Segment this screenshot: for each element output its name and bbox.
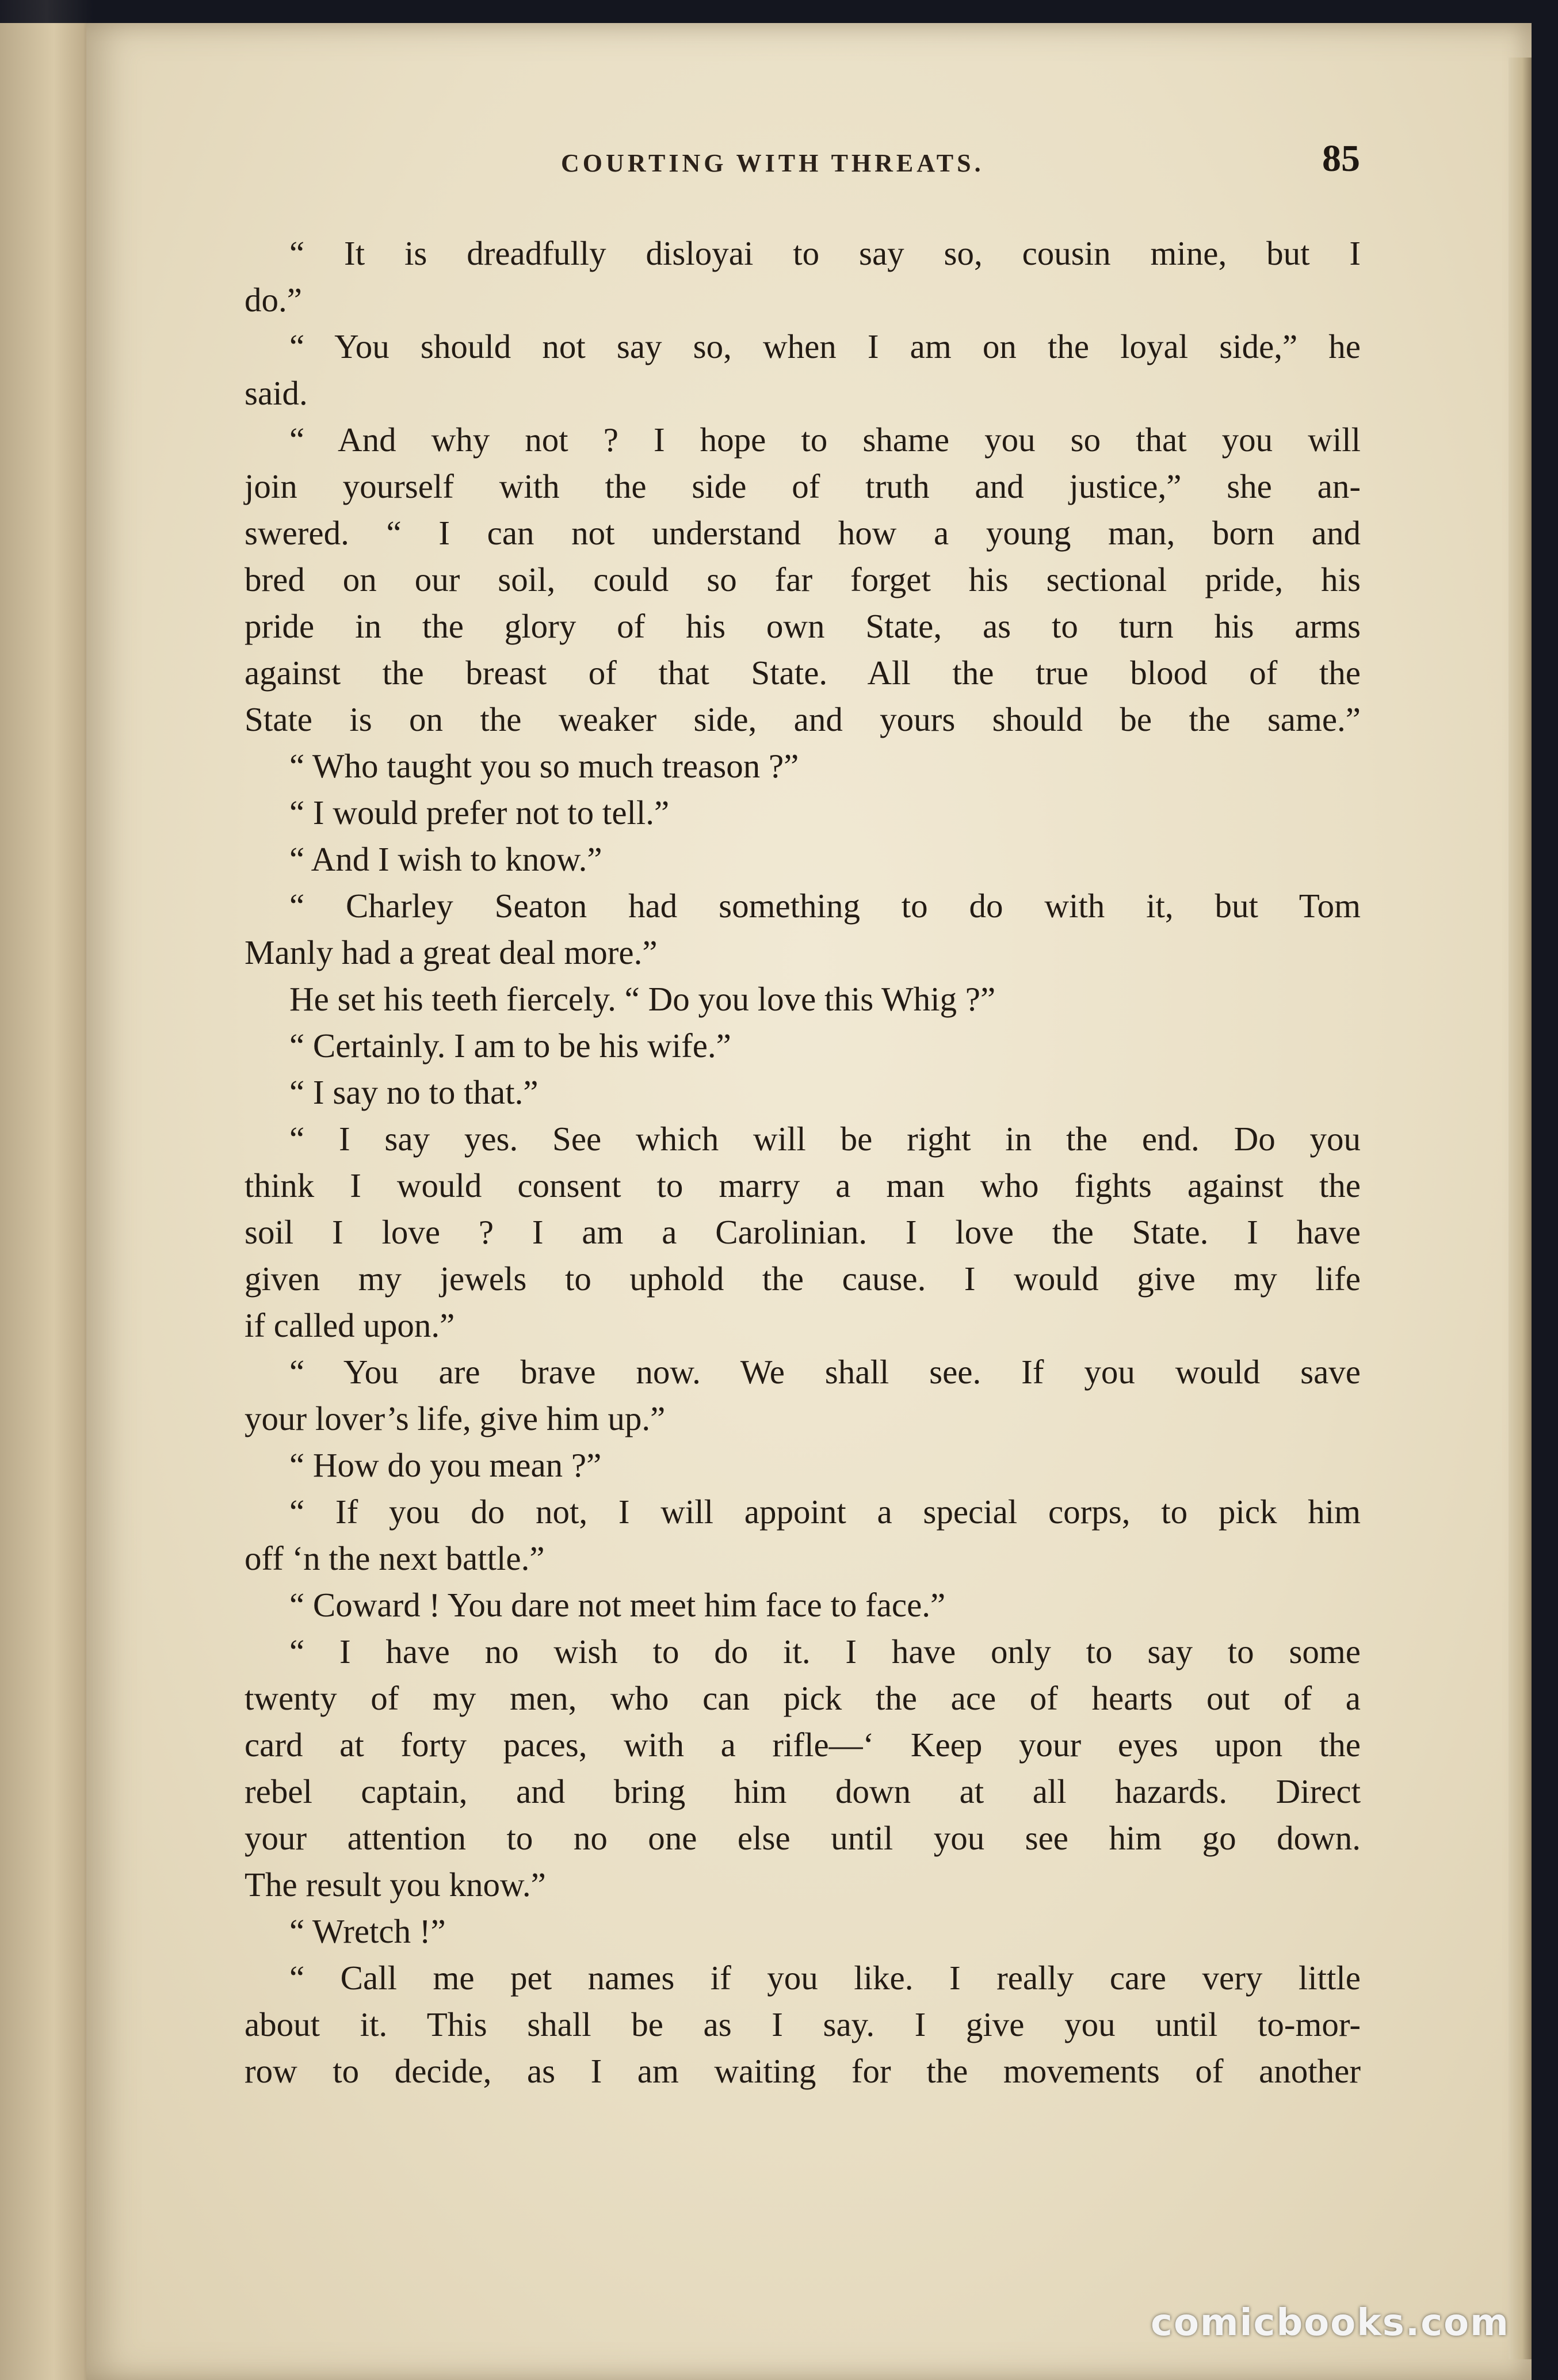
text-line: soil I love ? I am a Carolinian. I love the State. I have <box>245 1213 1361 1251</box>
running-head: COURTING WITH THREATS. <box>561 149 984 177</box>
body-text <box>245 230 1361 2095</box>
text-line: “ And I wish to know.” <box>289 840 602 878</box>
text-line: The result you know.” <box>245 1866 546 1904</box>
text-line: if called upon.” <box>245 1306 455 1344</box>
text-line: “ It is dreadfully disloyai to say so, cousin mine, but I <box>289 234 1361 272</box>
text-line: given my jewels to uphold the cause. I would give my life <box>245 1260 1361 1298</box>
text-line: State is on the weaker side, and yours should be the same.” <box>245 700 1361 738</box>
text-line: “ I say no to that.” <box>289 1073 539 1111</box>
text-line: swered. “ I can not understand how a young man, born and <box>245 514 1361 552</box>
text-line: “ I have no wish to do it. I have only to say to some <box>289 1633 1361 1670</box>
text-line: think I would consent to marry a man who fights against the <box>245 1166 1361 1204</box>
text-line: “ You are brave now. We shall see. If you would save <box>289 1353 1361 1391</box>
text-line: “ And why not ? I hope to shame you so that you will <box>289 421 1361 459</box>
text-line: rebel captain, and bring him down at all hazards. Direct <box>245 1772 1361 1810</box>
text-line: “ Certainly. I am to be his wife.” <box>289 1027 731 1065</box>
text-line: against the breast of that State. All the true blood of the <box>245 654 1361 692</box>
text-line: join yourself with the side of truth and justice,” she an- <box>245 467 1361 505</box>
text-line: bred on our soil, could so far forget his sectional pride, his <box>245 560 1361 598</box>
text-line: “ Charley Seaton had something to do with it, but Tom <box>289 887 1361 925</box>
text-line: “ How do you mean ?” <box>289 1446 602 1484</box>
text-line: twenty of my men, who can pick the ace of hearts out of a <box>245 1679 1361 1717</box>
text-line: Manly had a great deal more.” <box>245 933 658 971</box>
text-line: “ If you do not, I will appoint a special corps, to pick him <box>289 1493 1361 1531</box>
facing-page-edge <box>0 23 98 2380</box>
page-edge-shadow <box>1509 58 1532 2359</box>
text-line: “ Wretch !” <box>289 1912 446 1950</box>
text-line: row to decide, as I am waiting for the movements of another <box>245 2052 1361 2090</box>
text-line: He set his teeth fiercely. “ Do you love this Whig ?” <box>289 980 996 1018</box>
text-line: your lover’s life, give him up.” <box>245 1399 666 1437</box>
text-line: your attention to no one else until you see him go down. <box>245 1819 1361 1857</box>
text-line: “ I would prefer not to tell.” <box>289 794 670 832</box>
watermark: comicbooks.com <box>1151 2302 1510 2344</box>
text-line: “ Call me pet names if you like. I really care very little <box>289 1959 1361 1997</box>
text-line: “ Who taught you so much treason ?” <box>289 747 799 785</box>
text-line: do.” <box>245 281 302 319</box>
text-line: about it. This shall be as I say. I give you until to-mor- <box>245 2005 1361 2043</box>
text-line: card at forty paces, with a rifle—‘ Keep your eyes upon the <box>245 1726 1361 1764</box>
text-line: pride in the glory of his own State, as to turn his arms <box>245 607 1361 645</box>
page-number: 85 <box>1322 138 1360 180</box>
text-line: said. <box>245 374 308 412</box>
text-line: “ I say yes. See which will be right in the end. Do you <box>289 1120 1361 1158</box>
text-line: “ You should not say so, when I am on the loyal side,” he <box>289 327 1361 365</box>
text-line: off ‘n the next battle.” <box>245 1539 545 1577</box>
text-line: “ Coward ! You dare not meet him face to face.” <box>289 1586 946 1624</box>
